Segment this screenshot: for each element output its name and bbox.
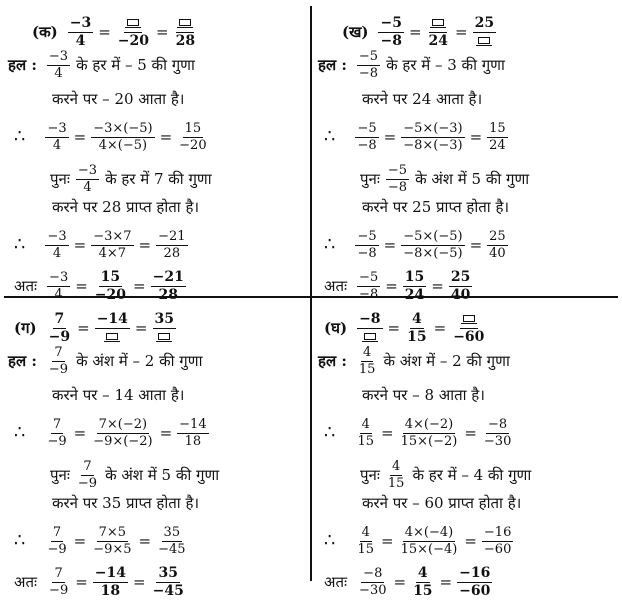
denominator: 4 <box>52 137 62 153</box>
question-line <box>14 312 178 344</box>
equivalent-fraction-1 <box>95 312 130 344</box>
numerator: 7 <box>54 345 63 360</box>
fraction <box>76 460 99 490</box>
fraction <box>401 230 464 260</box>
solution-step-3 <box>324 418 515 448</box>
equals-sign: = <box>77 318 90 337</box>
denominator: −8 <box>357 245 377 261</box>
blank-box <box>364 333 376 340</box>
numerator: −14 <box>94 565 127 581</box>
fraction <box>401 122 464 152</box>
fraction <box>386 164 409 194</box>
step-prefix: पुनः <box>50 169 70 188</box>
denominator <box>103 329 121 345</box>
equals-sign: = <box>408 22 422 41</box>
numerator: −16 <box>459 565 491 581</box>
blank-box <box>432 19 444 26</box>
equals-sign: = <box>433 318 447 337</box>
solution-step-4 <box>360 460 531 490</box>
numerator: −5 <box>357 229 377 244</box>
denominator: −60 <box>459 582 491 599</box>
denominator <box>361 329 379 345</box>
fraction <box>357 50 380 80</box>
denominator: 4 <box>54 65 63 81</box>
numerator: 35 <box>163 525 181 540</box>
step-text: के हर में 7 की गुणा <box>105 169 212 188</box>
question-line <box>32 16 199 48</box>
numerator: −3 <box>49 270 69 286</box>
equals-sign: = <box>156 22 169 41</box>
step-text: करने पर – 8 आता है। <box>362 386 485 404</box>
denominator: 15 <box>387 475 405 491</box>
equals-sign: = <box>73 127 87 146</box>
fraction <box>386 460 407 490</box>
therefore-symbol: ∴ <box>324 422 336 444</box>
denominator: 28 <box>175 32 196 49</box>
equals-sign: = <box>383 127 397 146</box>
denominator: 15 <box>357 433 374 449</box>
denominator: 28 <box>158 286 178 303</box>
denominator: 4×7 <box>98 245 127 261</box>
conclusion-label: अतः <box>324 276 348 295</box>
numerator: −8 <box>488 417 508 432</box>
numerator: 25 <box>489 229 506 244</box>
denominator: 4 <box>52 245 62 261</box>
result-fraction <box>403 270 426 302</box>
fraction <box>156 526 187 556</box>
equals-sign: = <box>134 318 148 337</box>
solution-step-6 <box>324 526 515 556</box>
fraction <box>45 418 68 448</box>
numerator: 4×(−2) <box>404 417 454 432</box>
solution-step-5 <box>52 496 199 511</box>
fraction <box>45 526 68 556</box>
result-fraction <box>151 566 186 598</box>
denominator: −20 <box>117 32 149 49</box>
result-fraction <box>151 270 186 302</box>
denominator: −60 <box>453 328 485 345</box>
given-fraction <box>47 312 72 344</box>
numerator: 25 <box>450 269 471 285</box>
equals-sign: = <box>159 423 173 442</box>
solution-step-4 <box>50 164 212 194</box>
solution-step-2 <box>52 92 184 107</box>
numerator: 7 <box>54 566 63 582</box>
denominator: −8 <box>357 137 377 153</box>
problem-label: (ग) <box>14 318 37 337</box>
fraction <box>47 567 70 597</box>
numerator: 15 <box>489 121 506 136</box>
equals-sign: = <box>455 22 468 41</box>
denominator: −45 <box>152 582 184 599</box>
numerator <box>124 16 142 33</box>
step-text: करने पर 28 प्राप्त होता है। <box>52 198 200 216</box>
denominator: 24 <box>489 137 506 153</box>
denominator: −8 <box>358 65 379 81</box>
therefore-symbol: ∴ <box>14 530 26 552</box>
denominator: −20 <box>94 286 127 303</box>
equals-sign: = <box>387 318 401 337</box>
numerator <box>460 312 478 329</box>
numerator: −8 <box>359 311 381 327</box>
denominator: 24 <box>404 286 425 303</box>
equivalent-fraction-2 <box>153 312 176 344</box>
numerator: 7×5 <box>98 525 127 540</box>
step-text: करने पर 24 आता है। <box>362 90 483 108</box>
therefore-symbol: ∴ <box>14 126 26 148</box>
denominator: 24 <box>428 32 449 49</box>
numerator: −3 <box>77 163 98 178</box>
denominator: 4 <box>54 286 63 302</box>
fraction <box>45 230 68 260</box>
fraction <box>177 122 208 152</box>
numerator: 4 <box>411 311 422 327</box>
denominator: 4×(−5) <box>98 137 148 153</box>
equals-sign: = <box>133 572 146 591</box>
blank-box <box>463 315 475 322</box>
fraction <box>91 230 133 260</box>
blank-box <box>179 19 191 26</box>
equals-sign: = <box>75 276 88 295</box>
fraction <box>355 526 376 556</box>
equals-sign: = <box>133 276 146 295</box>
solution-step-1 <box>318 50 505 80</box>
equivalent-fraction-1 <box>116 16 151 48</box>
denominator: −8 <box>380 32 402 49</box>
denominator: 15 <box>413 582 433 599</box>
equals-sign: = <box>138 235 152 254</box>
fraction <box>91 122 154 152</box>
problem-label: (घ) <box>324 318 348 337</box>
equivalent-fraction-2 <box>174 16 197 48</box>
solution-step-4 <box>50 460 219 490</box>
fraction <box>91 418 154 448</box>
equals-sign: = <box>75 572 88 591</box>
solution-step-3 <box>14 418 211 448</box>
equals-sign: = <box>381 531 394 550</box>
numerator: −14 <box>179 417 207 432</box>
equals-sign: = <box>383 235 397 254</box>
denominator: −9 <box>47 541 67 557</box>
numerator: 7 <box>54 311 65 327</box>
numerator: −5 <box>358 49 379 64</box>
fraction <box>76 164 99 194</box>
equals-sign: = <box>469 235 483 254</box>
denominator: −9 <box>77 475 98 491</box>
numerator: 7×(−2) <box>98 417 148 432</box>
equals-sign: = <box>385 276 398 295</box>
question-line <box>324 312 488 344</box>
therefore-symbol: ∴ <box>324 530 336 552</box>
step-text: के अंश में – 2 की गुणा <box>383 351 510 370</box>
therefore-symbol: ∴ <box>14 422 26 444</box>
blank-box <box>106 333 118 340</box>
denominator <box>475 33 493 49</box>
denominator: −8 <box>387 179 408 195</box>
denominator: 15×(−2) <box>400 433 458 449</box>
therefore-symbol: ∴ <box>324 234 336 256</box>
numerator: −21 <box>152 269 184 285</box>
equals-sign: = <box>138 531 152 550</box>
denominator: −9×(−2) <box>93 433 153 449</box>
numerator <box>176 16 194 33</box>
fraction <box>47 271 70 301</box>
denominator: −8 <box>359 286 379 302</box>
denominator: 18 <box>184 433 202 449</box>
problem-gha <box>314 300 620 599</box>
denominator: 4 <box>83 179 92 195</box>
numerator: −3×(−5) <box>93 121 153 136</box>
denominator: −60 <box>483 541 512 557</box>
step-text: करने पर 35 प्राप्त होता है। <box>52 494 200 512</box>
fraction <box>156 230 187 260</box>
numerator: −14 <box>96 311 128 327</box>
conclusion-line <box>324 270 474 302</box>
solution-step-5 <box>362 200 509 215</box>
equivalent-fraction-2 <box>473 16 496 48</box>
solution-step-5 <box>362 496 521 511</box>
denominator: 40 <box>450 286 471 303</box>
step-text: करने पर – 20 आता है। <box>52 90 185 108</box>
solution-step-3 <box>14 122 211 152</box>
equals-sign: = <box>381 423 394 442</box>
solution-step-5 <box>52 200 199 215</box>
fraction <box>399 526 460 556</box>
fraction <box>357 346 378 376</box>
denominator: 40 <box>489 245 506 261</box>
denominator: 15 <box>357 541 374 557</box>
numerator <box>429 16 447 33</box>
fraction <box>355 122 378 152</box>
therefore-symbol: ∴ <box>324 126 336 148</box>
fraction <box>177 418 208 448</box>
conclusion-label: अतः <box>14 276 38 295</box>
numerator: 15 <box>184 121 202 136</box>
given-fraction <box>378 16 403 48</box>
numerator: 4 <box>392 459 401 474</box>
solution-step-3 <box>324 122 510 152</box>
denominator: −8×(−5) <box>403 245 463 261</box>
numerator: 15 <box>100 269 121 285</box>
conclusion-line <box>14 566 188 598</box>
solution-step-2 <box>52 388 184 403</box>
denominator: 15×(−4) <box>400 541 458 557</box>
numerator: −5 <box>380 15 402 31</box>
numerator: −8 <box>363 566 383 582</box>
denominator: 15 <box>407 328 427 345</box>
denominator: −30 <box>359 582 387 598</box>
conclusion-label: अतः <box>324 572 348 591</box>
denominator: −9×5 <box>93 541 132 557</box>
fraction <box>355 230 378 260</box>
numerator: −16 <box>483 525 512 540</box>
therefore-symbol: ∴ <box>14 234 26 256</box>
step-text: के अंश में – 2 की गुणा <box>76 351 203 370</box>
solution-step-2 <box>362 388 485 403</box>
blank-box <box>127 19 139 26</box>
step-prefix: पुनः <box>360 169 380 188</box>
blank-box <box>158 333 170 340</box>
denominator: −9 <box>48 361 69 377</box>
vertical-divider <box>310 6 312 581</box>
solution-step-4 <box>360 164 529 194</box>
equals-sign: = <box>73 423 87 442</box>
step-prefix: पुनः <box>360 465 380 484</box>
fraction <box>355 418 376 448</box>
numerator: 15 <box>404 269 425 285</box>
problem-label: (ख) <box>342 22 369 41</box>
conclusion-line <box>324 566 494 598</box>
equals-sign: = <box>73 235 87 254</box>
step-text: के अंश में 5 की गुणा <box>105 465 220 484</box>
solution-label: हल : <box>8 351 37 370</box>
fraction <box>487 122 508 152</box>
denominator: −9 <box>48 328 71 345</box>
numerator: 7 <box>83 459 92 474</box>
equals-sign: = <box>393 572 407 591</box>
numerator: 4 <box>361 525 370 540</box>
fraction <box>47 50 70 80</box>
problem-label: (क) <box>32 22 58 41</box>
denominator: 4 <box>75 32 86 49</box>
given-fraction <box>68 16 93 48</box>
fraction <box>47 346 70 376</box>
solution-step-6 <box>14 526 190 556</box>
numerator: 7 <box>52 525 62 540</box>
numerator: 4 <box>417 565 428 581</box>
fraction <box>482 418 513 448</box>
numerator: 7 <box>52 417 62 432</box>
solution-step-2 <box>362 92 482 107</box>
equivalent-fraction-1 <box>405 312 428 344</box>
numerator: −5×(−5) <box>403 229 463 244</box>
numerator: 4 <box>361 417 370 432</box>
result-fraction <box>93 566 128 598</box>
conclusion-label: अतः <box>14 572 38 591</box>
solution-step-1 <box>8 346 202 376</box>
given-fraction <box>357 312 382 344</box>
step-text: करने पर 25 प्राप्त होता है। <box>362 198 510 216</box>
numerator: −3 <box>48 49 69 64</box>
problem-ga <box>4 300 310 599</box>
denominator: −9 <box>49 582 69 598</box>
equals-sign: = <box>439 572 453 591</box>
equals-sign: = <box>98 22 111 41</box>
denominator: −8×(−3) <box>403 137 463 153</box>
equivalent-fraction-2 <box>451 312 486 344</box>
denominator: −20 <box>179 137 207 153</box>
fraction <box>487 230 508 260</box>
fraction <box>482 526 513 556</box>
step-text: के हर में – 5 की गुणा <box>76 55 195 74</box>
fraction <box>91 526 133 556</box>
solution-label: हल : <box>318 351 347 370</box>
step-text: के हर में – 4 की गुणा <box>412 465 532 484</box>
denominator: −45 <box>158 541 186 557</box>
equals-sign: = <box>464 423 477 442</box>
fraction <box>399 418 460 448</box>
denominator: −9 <box>47 433 67 449</box>
step-prefix: पुनः <box>50 465 70 484</box>
denominator: 18 <box>100 582 121 599</box>
numerator: −5 <box>387 163 408 178</box>
step-text: के हर में – 3 की गुणा <box>386 55 505 74</box>
solution-step-1 <box>318 346 510 376</box>
solution-step-6 <box>324 230 510 260</box>
denominator <box>155 329 173 345</box>
result-fraction <box>93 270 128 302</box>
result-fraction <box>449 270 472 302</box>
result-fraction <box>457 566 492 598</box>
equals-sign: = <box>159 127 173 146</box>
equals-sign: = <box>469 127 483 146</box>
numerator: −5×(−3) <box>403 121 463 136</box>
denominator: 15 <box>358 361 376 377</box>
fraction <box>357 567 388 597</box>
question-line <box>342 16 498 48</box>
result-fraction <box>411 566 434 598</box>
numerator: 35 <box>154 311 174 327</box>
numerator: 4 <box>363 345 372 360</box>
numerator: 25 <box>474 15 495 31</box>
step-text: के अंश में 5 की गुणा <box>415 169 530 188</box>
equals-sign: = <box>464 531 477 550</box>
conclusion-line <box>14 270 188 302</box>
problem-ka <box>4 4 310 303</box>
fraction <box>45 122 68 152</box>
denominator: 28 <box>163 245 181 261</box>
numerator: −3×7 <box>93 229 132 244</box>
numerator: −3 <box>69 15 92 31</box>
numerator: −3 <box>47 121 67 136</box>
solution-step-1 <box>8 50 195 80</box>
numerator: −3 <box>47 229 67 244</box>
equivalent-fraction-1 <box>427 16 450 48</box>
step-text: करने पर – 14 आता है। <box>52 386 185 404</box>
numerator: 4×(−4) <box>404 525 454 540</box>
blank-box <box>478 37 490 44</box>
equals-sign: = <box>431 276 444 295</box>
solution-label: हल : <box>318 55 347 74</box>
problem-kha <box>314 4 620 303</box>
denominator: −30 <box>483 433 512 449</box>
step-text: करने पर – 60 प्राप्त होता है। <box>362 494 522 512</box>
numerator: −21 <box>158 229 186 244</box>
fraction <box>357 271 380 301</box>
numerator: −5 <box>357 121 377 136</box>
solution-label: हल : <box>8 55 37 74</box>
numerator: −5 <box>359 270 379 286</box>
equals-sign: = <box>73 531 87 550</box>
numerator: 35 <box>158 565 178 581</box>
solution-step-6 <box>14 230 190 260</box>
